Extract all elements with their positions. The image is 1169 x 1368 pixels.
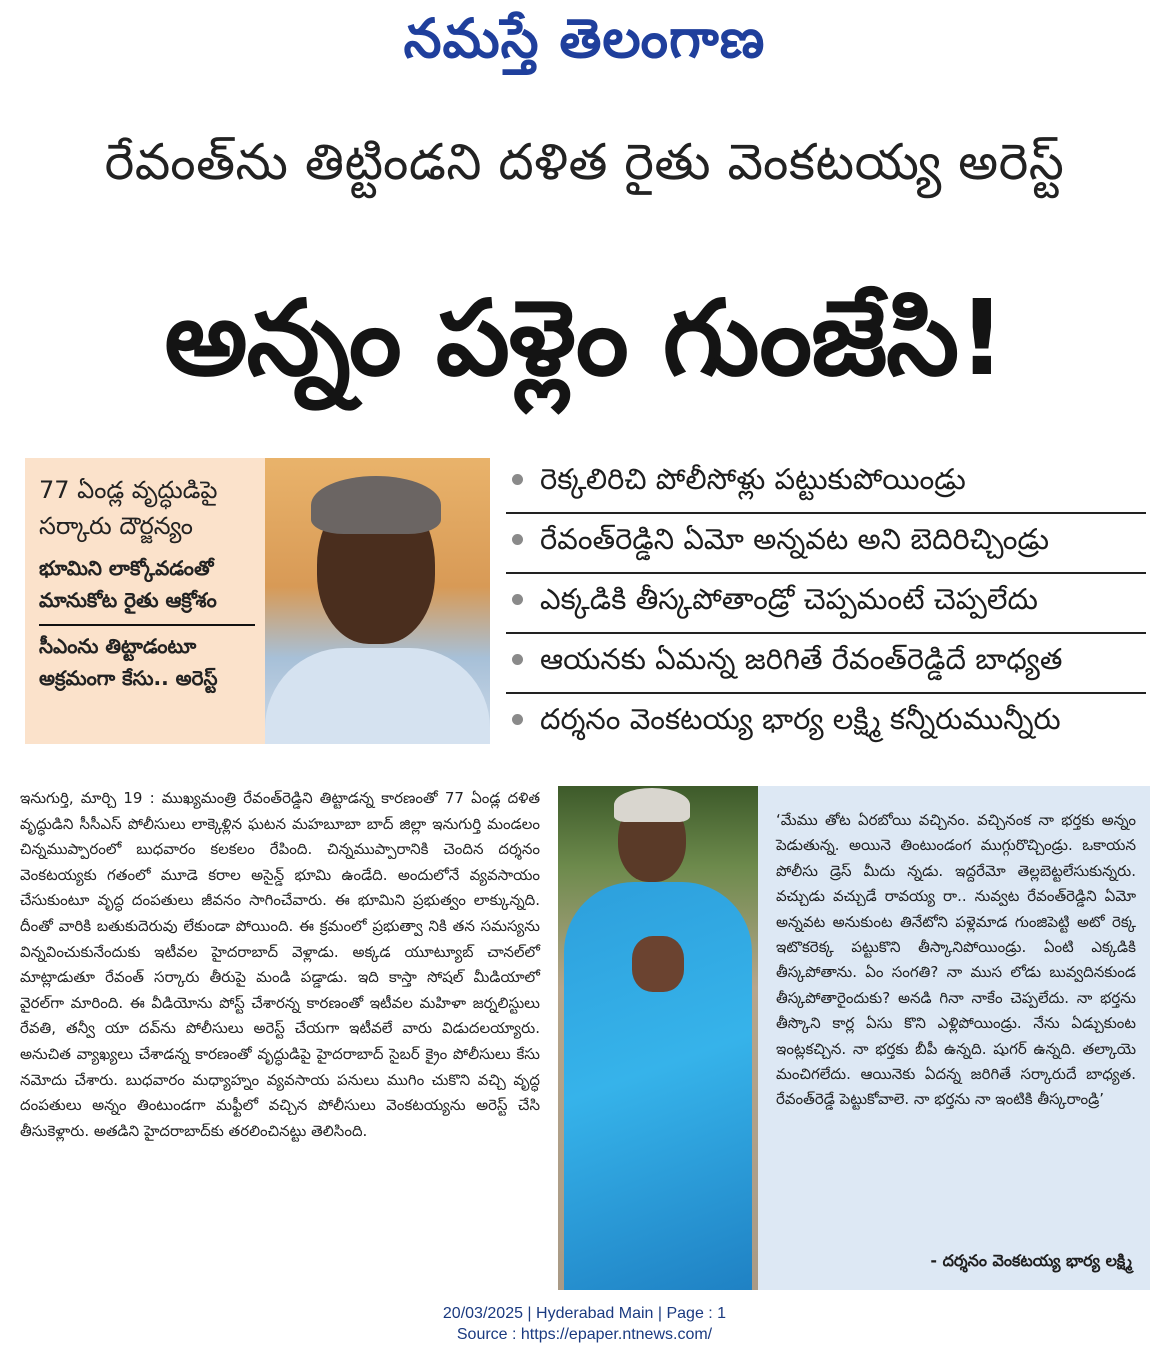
- bullet-item: రెక్కలిరిచి పోలీసోళ్లు పట్టుకుపోయిండ్రు: [506, 454, 1146, 514]
- bullet-item: రేవంత్‌రెడ్డిని ఏమో అన్నవట అని బెదిరిచ్చిండ్రు: [506, 514, 1146, 574]
- info-line-6: అక్రమంగా కేసు.. అరెస్ట్: [39, 666, 218, 690]
- bullet-dot-icon: [512, 594, 523, 605]
- article-body: ఇనుగుర్తి, మార్చి 19 : ముఖ్యమంత్రి రేవంత్‌రెడ్డిని తిట్టాడన్న కారణంతో 77 ఏండ్ల దళిత వృద్ధుడిని సీసీఎస్ పోలీసులు లాక్కెళ్లిన ఘటన మహబూబా బాద్ జిల్లా ఇనుగుర్తి మండలం చిన్నముప్పారంలో బుధవారం కలకలం రేపింది. చిన్నముప్పారానికి చెందిన దర్శనం వెంకటయ్యకు గతంలో మూడె కరాల అసైన్డ్ భూమి ఉండేది. అందులోనే వ్యవసాయం చేసుకుంటూ వృద్ధ దంపతులు జీవనం సాగించేవారు. ఈ భూమిని ప్రభుత్వం లాక్కున్నది. దీంతో వారికి బతుకుదెరువు లేకుండా పోయింది. ఈ క్రమంలో ప్రభుత్వా నికి తన సమస్యను విన్నవించుకునేందుకు ఇటీవల హైదరాబాద్ వెళ్లాడు. అక్కడ యూట్యూబ్ చానల్‌లో మాట్లాడుతూ రేవంత్ సర్కారు తీరుపై మండి పడ్డాడు. ఇది కాస్తా సోషల్ మీడియాలో వైరల్‌గా మారింది. ఈ వీడియోను పోస్ట్ చేశారన్న కారణంతో ఇటీవల మహిళా జర్నలిస్టులు రేవతి, తన్వీ యా దవ్‌ను పోలీసులు అరెస్ట్ చేయగా ఇటీవలే వారు విడుదలయ్యారు. అనుచిత వ్యాఖ్యలు చేశాడన్న కారణంతో వృద్ధుడిపై హైదరాబాద్ సైబర్ క్రైం పోలీసులు కేసు నమోదు చేశారు. బుధవారం మధ్యాహ్నం వ్యవసాయ పనులు ముగిం చుకొని వచ్చి వృద్ధ దంపతులు అన్నం తింటుండగా మఫ్టీలో వచ్చిన పోలీసులు వెంకటయ్యను అరెస్ట్ చేసి తీసుకెళ్లారు. అతడిని హైదరాబాద్‌కు తరలించినట్టు తెలిసింది.: [20, 789, 540, 1140]
- info-line-3: భూమిని లాక్కోవడంతో: [39, 556, 214, 580]
- info-line-1: 77 ఏండ్ల వృద్ధుడిపై: [39, 476, 218, 504]
- kicker-headline: రేవంత్‌ను తిట్టిండని దళిత రైతు వెంకటయ్య అరెస్ట్: [104, 133, 1065, 191]
- quote-attribution: - దర్శనం వెంకటయ్య భార్య లక్ష్మి: [930, 1251, 1132, 1270]
- footer-source-line: Source : https://epaper.ntnews.com/: [456, 1326, 713, 1343]
- wife-photo: [558, 786, 758, 1290]
- bullet-item: ఎక్కడికి తీస్కపోతాండ్రో చెప్పమంటే చెప్పలేదు: [506, 574, 1146, 634]
- photo-hair: [614, 788, 690, 822]
- main-headline: అన్నం పళ్లెం గుంజేసి!: [164, 277, 1005, 399]
- info-line-4: మానుకోట రైతు ఆక్రోశం: [39, 588, 217, 612]
- bullet-dot-icon: [512, 714, 523, 725]
- quote-box: [758, 786, 1150, 1290]
- farmer-photo: [265, 458, 490, 744]
- masthead-logo: నమస్తే తెలంగాణ: [403, 7, 766, 70]
- info-line-5: సీఎంను తిట్టాడంటూ: [39, 634, 197, 658]
- photo-hands: [632, 936, 684, 992]
- footer-date-line: 20/03/2025 | Hyderabad Main | Page : 1: [442, 1305, 727, 1322]
- bullet-dot-icon: [512, 474, 523, 485]
- bullet-dot-icon: [512, 654, 523, 665]
- bullet-dot-icon: [512, 534, 523, 545]
- photo-shirt: [265, 648, 490, 744]
- page-footer: [0, 1303, 1169, 1345]
- bullet-item: ఆయనకు ఏమన్న జరిగితే రేవంత్‌రెడ్డిదే బాధ్యత: [506, 634, 1146, 694]
- bullet-list: [506, 454, 1146, 752]
- info-divider: [39, 624, 255, 626]
- photo-hair: [311, 476, 441, 534]
- info-box: [25, 458, 265, 744]
- bullet-item: దర్శనం వెంకటయ్య భార్య లక్ష్మి కన్నీరుమున్నీరు: [506, 694, 1146, 752]
- info-line-2: సర్కారు దౌర్జన్యం: [39, 512, 193, 540]
- quote-text: ‘మేము తోట ఏరబోయి వచ్చినం. వచ్చినంక నా భర్తకు అన్నం పెడుతున్న. అయినె తింటుండంగ ముగ్గురొచ్చిండ్రు. ఒకాయన పోలీసు డ్రెస్ మీదు న్నడు. ఇద్దరేమో తెల్లబెట్టలేసుకున్నరు. వచ్చుడు వచ్చుడే రావయ్య రా.. నువ్వట రేవంత్‌రెడ్డిని ఏమో అన్నవట అనుకుంట తినేటోని పళ్లెమాడ గుంజిపెట్టి అటో రెక్క ఇటొకరెక్క పట్టుకొని తీస్కానిపోయిండ్రు. ఏంటి ఎక్కడికి తీస్కపోతాను. ఏం సంగతి? నా ముస లోడు బువ్వదినకుండ తీస్కపోతారైందుకు? అనడి గినా నాకేం చెప్పలేదు. నా భర్తను తీస్కొని కార్ల ఏసు కొని ఎళ్లిపోయిండ్రు. నేను ఏడ్చుకుంట ఇంట్లకచ్చిన. నా భర్తకు బీపీ ఉన్నది. షుగర్ ఉన్నది. తల్కాయె మంచిగలేదు. ఆయినెకు ఏదన్న జరిగితే సర్కారుదే బాధ్యత. రేవంత్‌రెడ్డే పెట్టుకోవాలె. నా భర్తను నా ఇంటికి తీస్కరాండ్రి’: [776, 811, 1136, 1109]
